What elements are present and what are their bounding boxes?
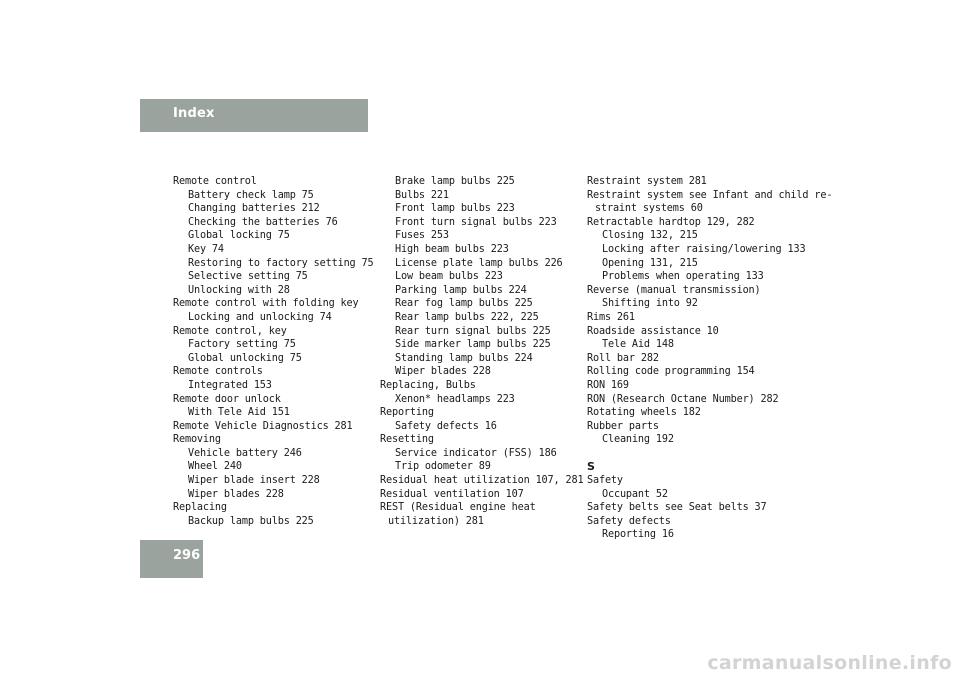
index-subentry: Shifting into 92: [602, 298, 698, 310]
index-subentry: Rear turn signal bulbs 225: [395, 325, 551, 337]
index-entry: Safety: [587, 475, 623, 487]
index-entry: Restraint system see Infant and child re-: [587, 189, 833, 201]
index-subentry: Battery check lamp 75: [188, 189, 314, 201]
index-subentry: License plate lamp bulbs 226: [395, 257, 563, 269]
index-entry: Rotating wheels 182: [587, 407, 701, 419]
index-subentry: Xenon* headlamps 223: [395, 393, 515, 405]
index-subentry: Backup lamp bulbs 225: [188, 515, 314, 527]
index-subentry: Global unlocking 75: [188, 352, 302, 364]
index-subentry: Restoring to factory setting 75: [188, 257, 374, 269]
index-subentry: Locking and unlocking 74: [188, 311, 332, 323]
index-subentry: Opening 131, 215: [602, 257, 698, 269]
index-entry: [587, 447, 787, 461]
index-subentry: Unlocking with 28: [188, 284, 290, 296]
index-entry: straint systems 60: [595, 203, 703, 215]
index-subentry: Bulbs 221: [395, 189, 449, 201]
index-entry: Remote control with folding key: [173, 298, 359, 310]
index-subentry: Trip odometer 89: [395, 461, 491, 473]
index-entry: Rims 261: [587, 311, 635, 323]
index-entry: utilization) 281: [388, 515, 484, 527]
index-column-2: [380, 175, 584, 528]
index-subentry: Changing batteries 212: [188, 203, 320, 215]
index-subentry: Reporting 16: [602, 529, 674, 541]
index-subentry: Wiper blades 228: [395, 366, 491, 378]
index-column-3: [587, 175, 833, 542]
section-title: Index: [173, 106, 215, 121]
index-subentry: Cleaning 192: [602, 434, 674, 446]
index-subentry: Integrated 153: [188, 379, 272, 391]
index-entry: Safety belts see Seat belts 37: [587, 502, 767, 514]
index-subentry: Parking lamp bulbs 224: [395, 284, 527, 296]
index-entry: Remote control, key: [173, 325, 287, 337]
index-subentry: Wiper blades 228: [188, 488, 284, 500]
index-subentry: Front turn signal bulbs 223: [395, 216, 557, 228]
index-entry: Rubber parts: [587, 420, 659, 432]
index-subentry: Occupant 52: [602, 488, 668, 500]
index-subentry: Side marker lamp bulbs 225: [395, 339, 551, 351]
index-entry: Residual ventilation 107: [380, 488, 524, 500]
index-subentry: Global locking 75: [188, 230, 290, 242]
index-entry: Rolling code programming 154: [587, 366, 755, 378]
index-entry: Retractable hardtop 129, 282: [587, 216, 755, 228]
index-entry: Roll bar 282: [587, 352, 659, 364]
index-subentry: High beam bulbs 223: [395, 243, 509, 255]
index-entry: Resetting: [380, 434, 434, 446]
index-subentry: Checking the batteries 76: [188, 216, 338, 228]
index-subentry: Vehicle battery 246: [188, 447, 302, 459]
index-subentry: Low beam bulbs 223: [395, 271, 503, 283]
index-subentry: Service indicator (FSS) 186: [395, 447, 557, 459]
index-subentry: Brake lamp bulbs 225: [395, 176, 515, 187]
index-subentry: Factory setting 75: [188, 339, 296, 351]
index-subentry: Closing 132, 215: [602, 230, 698, 242]
index-subentry: Wheel 240: [188, 461, 242, 473]
index-subentry: Wiper blade insert 228: [188, 475, 320, 487]
index-entry: RON 169: [587, 379, 629, 391]
index-entry: Safety defects: [587, 515, 671, 527]
index-subentry: Selective setting 75: [188, 271, 308, 283]
index-subentry: Problems when operating 133: [602, 271, 764, 283]
index-entry: Remote control: [173, 176, 257, 187]
index-subentry: Tele Aid 148: [602, 339, 674, 351]
index-subentry: Fuses 253: [395, 230, 449, 242]
index-subentry: Standing lamp bulbs 224: [395, 352, 533, 364]
index-entry: Restraint system 281: [587, 176, 707, 187]
index-entry: REST (Residual engine heat: [380, 502, 536, 514]
index-entry: Replacing, Bulbs: [380, 379, 476, 391]
page-number-box: [140, 540, 203, 578]
index-subentry: Rear fog lamp bulbs 225: [395, 298, 533, 310]
index-subentry: Locking after raising/lowering 133: [602, 243, 806, 255]
index-entry: Reverse (manual transmission): [587, 284, 761, 296]
index-entry: Remote door unlock: [173, 393, 281, 405]
index-entry: Roadside assistance 10: [587, 325, 719, 337]
index-subentry: Safety defects 16: [395, 420, 497, 432]
watermark-text: carmanualsonline.info: [707, 652, 952, 674]
index-subentry: With Tele Aid 151: [188, 407, 290, 419]
index-entry: Remote Vehicle Diagnostics 281: [173, 420, 353, 432]
index-entry: Remote controls: [173, 366, 263, 378]
index-subentry: Rear lamp bulbs 222, 225: [395, 311, 539, 323]
index-column-1: [173, 175, 373, 528]
index-entry: Residual heat utilization 107, 281: [380, 475, 584, 487]
index-letter-heading: S: [587, 460, 595, 474]
page-number: 296: [173, 548, 201, 563]
index-entry: Replacing: [173, 502, 227, 514]
index-entry: Removing: [173, 434, 221, 446]
index-entry: Reporting: [380, 407, 434, 419]
index-entry: RON (Research Octane Number) 282: [587, 393, 779, 405]
index-subentry: Front lamp bulbs 223: [395, 203, 515, 215]
index-subentry: Key 74: [188, 243, 224, 255]
section-header-bar: [140, 99, 368, 132]
